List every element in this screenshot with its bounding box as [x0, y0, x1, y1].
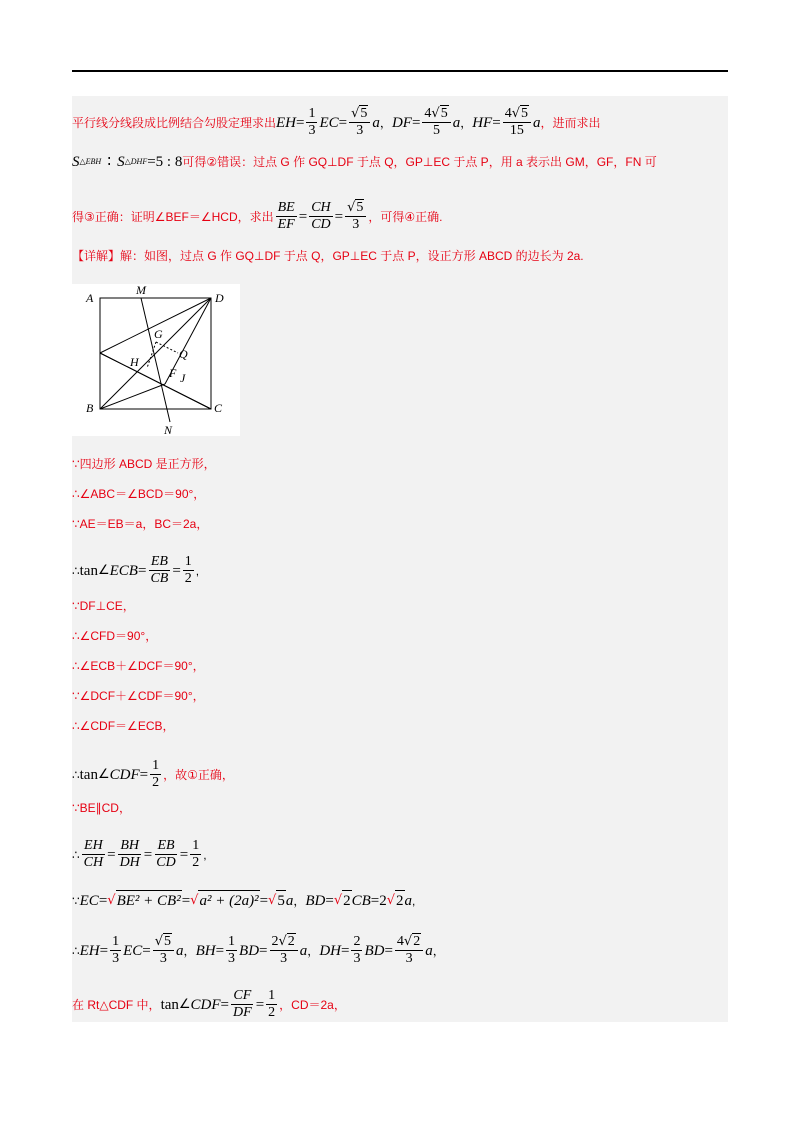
- statement-7: ∴∠ECB＋∠DCF＝90°，: [72, 659, 205, 673]
- label-Q: Q: [179, 347, 188, 361]
- statement-9: ∴∠CDF＝∠ECB，: [72, 719, 175, 733]
- statement-13: ∵ EC = √ BE² + CB² = √ a² + (2a)² = √ 5 a ， BD = √ 2 CB =2 √ 2 a ,: [72, 890, 415, 911]
- line-1: 平行线分线段成比例结合勾股定理求出 EH = $\frac{1}{3}$ EC = $\frac{√5}{3}$ a ， DF = $\frac{4√5}{5}$ a ， HF = $\frac{4√5}{15}$ a ，进而求出: [72, 106, 601, 138]
- line-1-text: 平行线分线段成比例结合勾股定理求出: [72, 115, 277, 130]
- statement-8: ∵∠DCF＋∠CDF＝90°，: [72, 689, 205, 703]
- line-3: 得③正确：证明∠BEF＝∠HCD，求出 $\frac{BE}{EF}$ = $\frac{CH}{CD}$ = $\frac{√5}{3}$ ，可得④正确.: [72, 200, 443, 232]
- label-H: H: [130, 355, 139, 369]
- label-C: C: [214, 401, 223, 415]
- statement-14: ∴ EH = $\frac{1}{3}$ EC = $\frac{√5}{3}$ a ， BH = $\frac{1}{3}$ BD = $\frac{2√2}{3}$ a ， DH = $\frac{2}{3}$ BD = $\frac{4√2}{3}$ a ，: [72, 934, 445, 966]
- line-2: S △EBH ∶ S △DHF =5 : 8 可得②错误：过点 G 作 GQ⊥DF 于点 Q，GP⊥EC 于点 P，用 a 表示出 GM，GF，FN 可: [72, 154, 657, 170]
- label-M: M: [136, 284, 146, 297]
- label-J: J: [180, 371, 186, 385]
- label-N: N: [164, 423, 173, 436]
- line-3-tail: ，可得④正确.: [368, 209, 443, 224]
- statement-15: 在 Rt△CDF 中， tan ∠ CDF = $\frac{CF}{DF}$ = $\frac{1}{2}$ ，CD＝2a，: [72, 988, 346, 1020]
- detail-text: 解：如图，过点 G 作 GQ⊥DF 于点 Q，GP⊥EC 于点 P，设正方形 ABCD 的边长为 2a.: [120, 249, 584, 263]
- statement-5: ∵DF⊥CE，: [72, 599, 135, 613]
- statement-15-tail: ，CD＝2a，: [279, 997, 346, 1012]
- header-rule: [72, 70, 728, 72]
- solution-panel: [72, 96, 728, 1022]
- statement-15-pre: 在 Rt△CDF 中，: [72, 997, 161, 1012]
- label-B: B: [86, 401, 94, 415]
- line-1-tail: ，进而求出: [540, 115, 601, 130]
- statement-3: ∵AE＝EB＝a，BC＝2a，: [72, 517, 209, 531]
- line-2-text: 可得②错误：过点 G 作 GQ⊥DF 于点 Q，GP⊥EC 于点 P，用 a 表示出 GM，GF，FN 可: [182, 155, 657, 169]
- label-D: D: [215, 291, 224, 305]
- statement-4: ∴ tan ∠ ECB = $\frac{EB}{CB}$ = $\frac{1}{2}$ ,: [72, 554, 200, 586]
- statement-10: ∴ tan ∠ CDF = $\frac{1}{2}$ ，故①正确，: [72, 758, 234, 790]
- statement-2: ∴∠ABC＝∠BCD＝90°，: [72, 487, 206, 501]
- detail-line: [72, 246, 584, 266]
- statement-1: ∵四边形 ABCD 是正方形，: [72, 457, 216, 471]
- label-F: F: [169, 366, 177, 380]
- label-A: A: [86, 291, 94, 305]
- label-G: G: [154, 327, 163, 341]
- statement-6: ∴∠CFD＝90°，: [72, 629, 158, 643]
- statement-12: ∴ $\frac{EH}{CH}$ = $\frac{BH}{DH}$ = $\frac{EB}{CD}$ = $\frac{1}{2}$ ,: [72, 838, 207, 870]
- statement-11: ∵BE∥CD，: [72, 801, 131, 815]
- line-3-text: 得③正确：证明∠BEF＝∠HCD，求出: [72, 209, 274, 224]
- statement-10-tail: ，故①正确，: [163, 767, 234, 782]
- square-diagram: [72, 284, 240, 436]
- detail-tag: 【详解】: [72, 249, 121, 263]
- geometry-figure: [72, 284, 240, 436]
